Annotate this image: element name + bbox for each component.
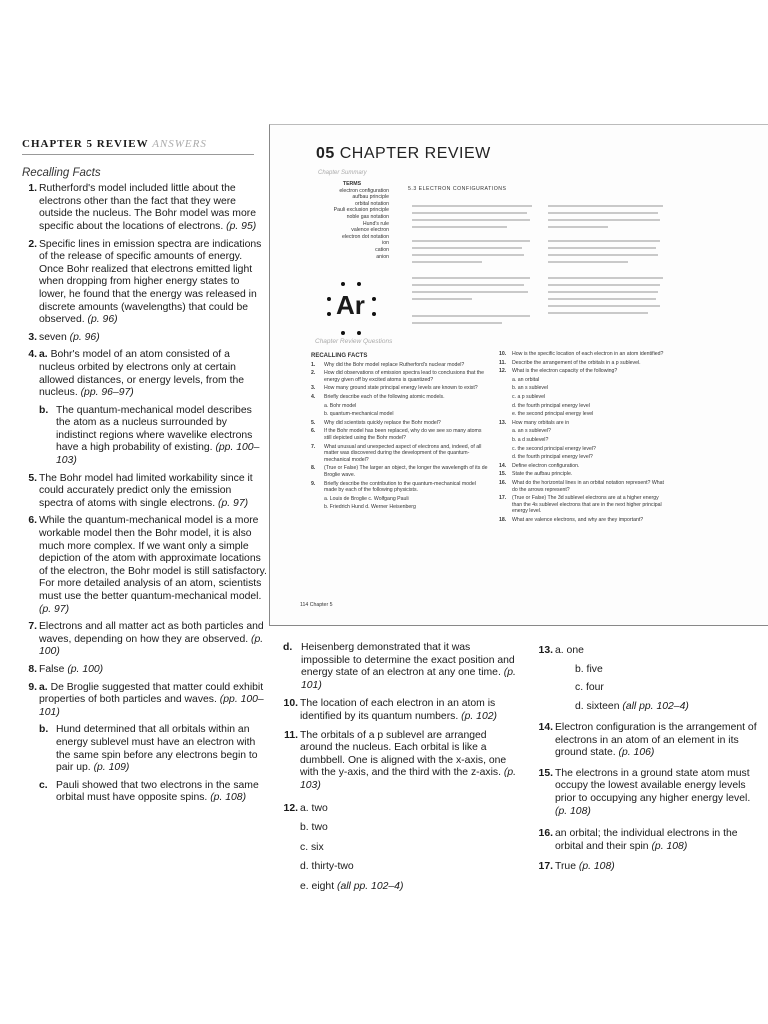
sub-answer: d. thirty-two [300,861,354,873]
sub-answer [39,405,267,468]
answer-item [22,515,267,616]
question-option: a. an s sublevel? [512,428,551,435]
answer-item [283,730,519,793]
question: 11. Describe the arrangement of the orbitals in a p sublevel. [499,359,641,366]
sub-answer: a. two [300,802,328,814]
answer-number: 4. [28,349,37,361]
term: orbital notation [354,200,389,207]
element-symbol: Ar [336,290,365,320]
answers-column-right [535,642,760,879]
question-option: b. quantum-mechanical model [324,411,394,418]
question: 7. What unusual and unexpected aspect of electrons and, indeed, of all matter was discovered during the development of the quantum-mechanical model? [311,443,482,463]
term: aufbau principle [352,194,389,201]
sub-letter: d. [283,642,293,653]
answer-number: 3. [28,331,37,343]
term: Hund's rule [362,220,389,227]
page-ref: (pp. 100–103) [56,442,260,467]
recalling-heading: RECALLING FACTS [311,353,368,359]
answer-text: Rutherford's model included little about the electrons other than the fact that they were outside the nucleus. The Bohr model was more specific about the locations of electrons. [39,183,256,232]
answer-number: 7. [28,621,37,633]
sub-letter: b. [39,724,49,736]
question: 2. How did observations of emission spectra lead to conclusions that the energy given off by excited atoms is quantized? [311,370,485,383]
summary-label: Chapter Summary [318,170,367,176]
answer-text: Heisenberg demonstrated that it was impossible to determine the exact position and energy state of an electron at any one time. [301,642,515,679]
page-ref: (p. 96) [87,314,118,326]
sub-letter: c. [39,779,48,791]
question: 17. (True or False) The 3d sublevel electrons are at a higher energy than the 4s sublevel electrons that are in the next higher principal energy level. [499,495,662,515]
question: 1. Why did the Bohr model replace Rutherford's nuclear model? [311,361,465,368]
answers-column-middle [283,642,519,901]
term: electron configuration [339,187,389,194]
answer-number: 17. [538,861,553,873]
answer-item [22,183,267,233]
sub-letter: a. [39,349,48,361]
sub-answer: d. sixteen (all pp. 102–4) [575,700,689,712]
question-option: a. an orbital [512,376,540,383]
answer-item [22,349,267,467]
question: 14. Define electron configuration. [499,462,580,469]
answer-number: 10. [283,698,298,710]
answer-item [535,861,760,874]
question: 10. How is the specific location of each electron in an atom identified? [499,351,664,357]
question-option: b. Friedrich Hund d. Werner Heisenberg [324,504,416,511]
answer-text: Hund determined that all orbitals within an energy sublevel must have an electron with the same spin before any electrons begin to pair up. [56,724,258,774]
answer-text: Bohr's model of an atom consisted of a nucleus orbited by electrons only at certain allowed distances, or energy levels, from the nucleus. [39,349,245,399]
answer-item [535,722,760,760]
page-ref: (p. 95) [226,220,257,232]
question-option: a. Bohr model [324,402,357,409]
answer-item [283,799,519,897]
answer-number: 11. [284,729,298,741]
answer-text: While the quantum-mechanical model is a more workable model then the Bohr model, it is also much more complex. If we want only a simple depiction of the atom with approximate locations of the electron, the Bohr model is still satisfactory. For more detailed analysis of an atom, scientists must use the better quantum-mechanical model. [39,515,267,602]
answer-item [22,621,267,659]
questions-left [311,353,489,513]
answer-item [22,682,267,805]
terms-list [315,181,389,260]
sub-letter: b. [39,404,49,416]
page-ref: (p. 96) [69,331,100,343]
page-ref: (p. 101) [301,667,516,691]
sub-answer [39,724,267,774]
sub-answer: b. five [575,663,603,675]
page-ref: (all pp. 102–4) [336,880,404,892]
term: electron dot notation [341,233,389,240]
chapter-number: 05 [316,145,335,162]
page-ref: (p. 109) [93,762,130,774]
question: 16. What do the horizontal lines in an orbital notation represent? What do the arrows represent? [499,479,664,493]
question-option: c. a p sublevel [512,393,546,400]
inset-title [316,145,491,163]
question-option: b. an s sublevel [512,385,549,392]
term: ion [382,240,389,247]
page-ref: (p. 108) [651,840,688,852]
answer-number: 12. [283,802,298,814]
answer-item [22,332,267,345]
question: 9. Briefly describe the contribution to the quantum-mechanical model made by each of the following physicists. [311,480,476,494]
page-ref: (p. 103) [300,767,517,791]
page-ref: (p. 97) [39,603,70,615]
sub-answer [39,780,267,805]
page-ref: (pp. 100–101) [39,694,264,718]
answer-text: seven [39,331,67,343]
page-ref: (p. 100) [67,663,104,675]
answer-item [22,473,267,511]
sub-answer: e. eight (all pp. 102–4) [300,880,404,892]
answers-header [22,138,254,155]
answers-header-label: ANSWERS [152,138,207,150]
answer-text: The Bohr model had limited workability since it could accurately predict only the emission spectra of atoms with single electrons. [39,472,253,509]
page-ref: (p. 97) [218,497,249,509]
answer-number: 6. [28,515,37,527]
sub-answer: b. two [300,822,328,834]
page-ref: (p. 108) [555,805,591,817]
answer-text: The orbitals of a p sublevel are arranged around the nucleus. Each orbital is like a dumbbell. One is aligned with the x-axis, one with the y-axis, and the third with the z-axis. [300,729,507,779]
answer-text: an orbital; the individual electrons in the orbital and their spin [555,828,738,852]
answer-text: Specific lines in emission spectra are indications of the release of specific amounts of energy. Once Bohr realized that electrons emitted light when dropping from higher energy states to lower, he found that the energy was released in discrete amounts (wavelengths) that could be observed. [39,238,262,326]
answer-number: 16. [538,828,553,840]
question: 4. Briefly describe each of the following atomic models. [311,393,445,400]
questions-right [499,351,667,525]
term: valence electron [351,227,389,234]
section-heading-inset: 5.3 ELECTRON CONFIGURATIONS [408,186,507,192]
term: cation [375,246,389,253]
question: 18. What are valence electrons, and why are they important? [499,516,644,523]
answer-text: False [39,663,65,675]
answer-text: True [555,861,576,873]
question: 13. How many orbitals are in [499,419,570,426]
answer-text: The electrons in a ground state atom must occupy the lowest available energy levels prior to occupying any higher energy level. [555,767,751,804]
page-ref: (all pp. 102–4) [622,700,689,712]
page-ref: (p. 108) [578,861,615,873]
answer-text: De Broglie suggested that matter could exhibit properties of both particles and waves. [39,681,264,706]
question-option: d. the fourth principal energy level? [512,454,593,461]
sub-letter: a. [39,681,48,693]
answer-number: 14. [538,722,553,733]
answer-number: 1. [28,183,37,195]
question-option: d. the fourth principal energy level [512,402,590,409]
terms-heading: TERMS [342,181,362,187]
question: 5. Why did scientists quickly replace the Bohr model? [311,419,441,426]
question: 3. How many ground state principal energy levels are known to exist? [311,385,478,392]
answer-item [535,768,760,818]
answer-text: Electrons and all matter act as both particles and waves, depending on how they are observed. [39,621,264,645]
answer-item [22,664,267,677]
question-option: b. a d sublevel? [512,436,549,443]
questions-label: Chapter Review Questions [315,338,393,345]
answer-text: The quantum-mechanical model describes the atom as a nucleus surrounded by indistinct regions where wavelike electrons have a high probability of existing. [56,404,253,454]
sub-answer: c. four [575,682,604,693]
answer-item [535,642,760,716]
answers-header-title: CHAPTER 5 REVIEW [22,138,149,150]
term: noble gas notation [346,213,389,220]
term: anion [376,253,389,260]
question: 6. If the Bohr model has been replaced, why do we see so many atoms still depicted using the Bohr model? [311,428,482,441]
answer-item [535,828,760,853]
question: 15. State the aufbau principle. [499,471,573,478]
answer-text: The location of each electron in an atom is identified by its quantum numbers. [300,698,496,722]
term: Pauli exclusion principle [333,207,389,214]
answer-number: 8. [28,663,37,675]
question: 12. What is the electron capacity of the following? [499,368,618,375]
answer-text: Electron configuration is the arrangement of electrons in an atom of an element in its ground state. [555,722,757,759]
page-ref: (p. 100) [39,633,264,658]
page-ref: (p. 102) [461,710,497,722]
answer-item [22,239,267,327]
inset-page-footer: 114 Chapter 5 [300,602,333,608]
page-ref: (pp. 96–97) [80,387,134,399]
answer-number: 2. [28,238,37,250]
page-ref: (p. 106) [618,747,655,759]
question-option: e. the second principal energy level [512,411,594,418]
answer-number: 15. [538,767,553,779]
answer-number: 13. [538,645,553,656]
answer-item [283,698,519,723]
sub-answer [283,642,519,692]
question: 8. (True or False) The larger an object, the longer the wavelength of its de Broglie wave. [311,465,488,478]
answer-text: Pauli showed that two electrons in the same orbital must have opposite spins. [56,779,259,804]
sub-answer: a. one [555,645,584,656]
chapter-title: CHAPTER REVIEW [339,145,491,162]
sub-answer: c. six [300,841,324,853]
question-option: c. the second principal energy level? [512,445,596,452]
page-ref: (p. 108) [210,792,247,804]
section-heading: Recalling Facts [22,166,101,179]
answers-column-left [22,138,267,810]
question-option: a. Louis de Broglie c. Wolfgang Pauli [324,495,409,502]
answer-number: 9. [28,681,37,693]
answer-number: 5. [28,472,37,484]
